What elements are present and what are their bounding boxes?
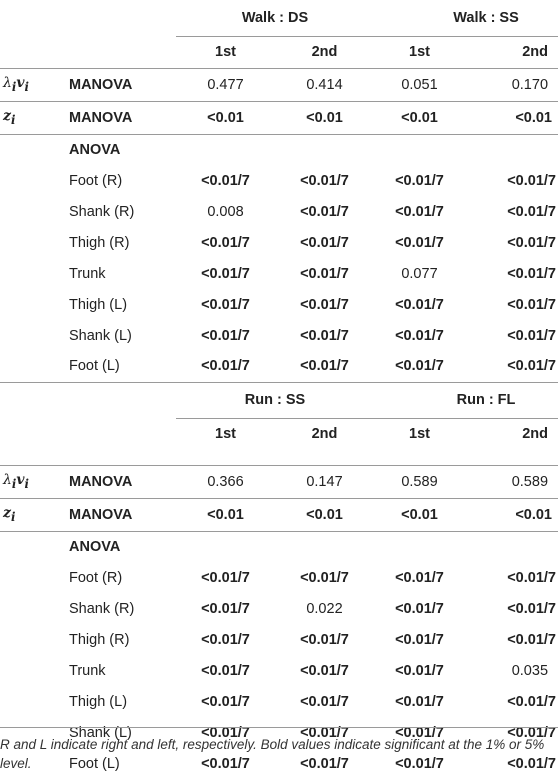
table-cell: <0.01/7	[300, 265, 349, 282]
table-cell: <0.01/7	[507, 327, 557, 344]
table-cell: <0.01/7	[201, 296, 250, 313]
table-row	[0, 655, 558, 686]
row-label: Shank (R)	[69, 203, 135, 220]
group-header: Walk : DS	[176, 0, 374, 36]
row-label: Foot (L)	[69, 358, 120, 375]
table-cell: <0.01/7	[507, 172, 557, 189]
table-cell: 0.022	[306, 600, 343, 617]
table-row	[0, 686, 558, 717]
anova-header-row	[0, 134, 558, 165]
table-cell: <0.01/7	[507, 724, 557, 741]
table-cell: <0.01/7	[201, 693, 250, 710]
table-cell: <0.01/7	[395, 600, 444, 617]
group-header: Run : FL	[374, 382, 558, 418]
table-cell: <0.01/7	[300, 693, 349, 710]
table-cell: <0.01/7	[507, 296, 557, 313]
table-cell: <0.01/7	[300, 631, 349, 648]
column-header: 1st	[176, 36, 275, 68]
table-cell: <0.01/7	[395, 724, 444, 741]
table-row	[0, 196, 558, 227]
table-cell: <0.01	[401, 506, 438, 523]
table-footnote: R and L indicate right and left, respectively. Bold values indicate significant at the 1% or 5% level.	[0, 727, 558, 772]
table-cell: <0.01/7	[201, 265, 250, 282]
row-label: Shank (L)	[69, 327, 132, 344]
table-cell: <0.01	[207, 506, 244, 523]
table-cell: <0.01/7	[201, 569, 250, 586]
table-cell: <0.01/7	[300, 203, 349, 220]
table-cell: <0.01/7	[201, 327, 250, 344]
group-header-row	[0, 0, 558, 36]
table-cell: <0.01/7	[201, 172, 250, 189]
row-label: Foot (R)	[69, 172, 123, 189]
row-label: Thigh (R)	[69, 631, 130, 648]
table-cell: <0.01/7	[395, 172, 444, 189]
row-label: Trunk	[69, 662, 106, 679]
table-cell: <0.01/7	[201, 724, 250, 741]
table-cell: <0.01/7	[395, 234, 444, 251]
table-cell: <0.01/7	[300, 358, 349, 375]
row-label: MANOVA	[62, 68, 176, 101]
table-cell: 0.051	[374, 68, 465, 101]
column-header: 1st	[374, 36, 465, 68]
table-cell: <0.01/7	[201, 234, 250, 251]
table-cell: <0.01/7	[507, 569, 557, 586]
table-cell: <0.01/7	[507, 358, 557, 375]
table-cell: <0.01/7	[395, 662, 444, 679]
table-cell: <0.01	[306, 109, 343, 126]
column-header: 2nd	[275, 36, 374, 68]
table-cell: 0.008	[207, 203, 244, 220]
table-cell: <0.01/7	[395, 693, 444, 710]
table-row	[0, 289, 558, 320]
table-cell: <0.01/7	[201, 631, 250, 648]
anova-label: ANOVA	[62, 134, 176, 165]
z-row	[0, 101, 558, 134]
anova-header-row	[0, 531, 558, 562]
table-cell: <0.01/7	[201, 755, 250, 772]
row-label: Shank (L)	[69, 724, 132, 741]
table-cell: <0.01/7	[395, 327, 444, 344]
table-cell: <0.01	[401, 109, 438, 126]
table-cell: 0.170	[465, 68, 558, 101]
table-cell: <0.01/7	[300, 755, 349, 772]
column-header: 2nd	[465, 36, 558, 68]
row-label: Foot (L)	[69, 755, 120, 772]
group-header: Run : SS	[176, 382, 374, 418]
table-cell: <0.01	[515, 109, 553, 126]
table-cell: 0.477	[176, 68, 275, 101]
table-row	[0, 227, 558, 258]
table-cell: <0.01/7	[395, 203, 444, 220]
table-row	[0, 165, 558, 196]
group-header: Walk : SS	[374, 0, 558, 36]
group-header-row	[0, 382, 558, 418]
row-label: Thigh (L)	[69, 296, 128, 313]
table-cell: <0.01/7	[507, 265, 557, 282]
table-row	[0, 593, 558, 624]
row-label: Shank (R)	[69, 600, 135, 617]
table-cell: <0.01/7	[507, 755, 557, 772]
table-cell: <0.01	[515, 506, 553, 523]
table-cell: <0.01/7	[507, 234, 557, 251]
row-label: Foot (R)	[69, 569, 123, 586]
z-row	[0, 498, 558, 531]
table-cell: 0.414	[275, 68, 374, 101]
column-header: 2nd	[275, 418, 374, 465]
table-cell: <0.01/7	[507, 693, 557, 710]
table-cell: 0.589	[465, 465, 558, 498]
table-cell: 0.366	[176, 465, 275, 498]
table-cell: <0.01/7	[507, 203, 557, 220]
z-symbol: $z_i$	[3, 108, 16, 127]
table-cell: <0.01/7	[300, 569, 349, 586]
table-cell: <0.01	[207, 109, 244, 126]
table-cell: <0.01/7	[300, 662, 349, 679]
table-row	[0, 562, 558, 593]
table-row	[0, 624, 558, 655]
table-cell: <0.01/7	[201, 662, 250, 679]
lambda-row	[0, 465, 558, 498]
table-cell: 0.147	[275, 465, 374, 498]
table-row	[0, 320, 558, 351]
table-cell: <0.01/7	[300, 327, 349, 344]
table-cell: <0.01/7	[300, 234, 349, 251]
row-label: Trunk	[69, 265, 106, 282]
lambda-row	[0, 68, 558, 101]
table-cell: <0.01/7	[395, 569, 444, 586]
table-cell: <0.01/7	[507, 631, 557, 648]
row-label: MANOVA	[62, 465, 176, 498]
table-cell: <0.01/7	[395, 755, 444, 772]
table-cell: <0.01/7	[395, 631, 444, 648]
lambda-symbol: $\lambda_iv_i$	[0, 465, 62, 498]
table-cell: <0.01/7	[300, 296, 349, 313]
row-label: MANOVA	[69, 109, 133, 126]
table-row	[0, 258, 558, 289]
table-cell: <0.01/7	[300, 172, 349, 189]
table-cell: <0.01/7	[201, 358, 250, 375]
column-header-row	[0, 418, 558, 465]
column-header-row	[0, 36, 558, 68]
table-cell: <0.01	[306, 506, 343, 523]
table-cell: 0.035	[511, 662, 549, 679]
column-header: 1st	[374, 418, 465, 465]
table-cell: <0.01/7	[300, 724, 349, 741]
row-label: Thigh (L)	[69, 693, 128, 710]
row-label: Thigh (R)	[69, 234, 130, 251]
table-cell: <0.01/7	[507, 600, 557, 617]
lambda-symbol: $\lambda_iv_i$	[0, 68, 62, 101]
table-cell: <0.01/7	[395, 296, 444, 313]
table-cell: <0.01/7	[395, 358, 444, 375]
table-row	[0, 351, 558, 382]
table-cell: 0.589	[374, 465, 465, 498]
z-symbol: $z_i$	[3, 505, 16, 524]
anova-label: ANOVA	[62, 531, 176, 562]
table-cell: 0.077	[401, 265, 438, 282]
column-header: 1st	[176, 418, 275, 465]
row-label: MANOVA	[69, 506, 133, 523]
table-cell: <0.01/7	[201, 600, 250, 617]
column-header: 2nd	[465, 418, 558, 465]
